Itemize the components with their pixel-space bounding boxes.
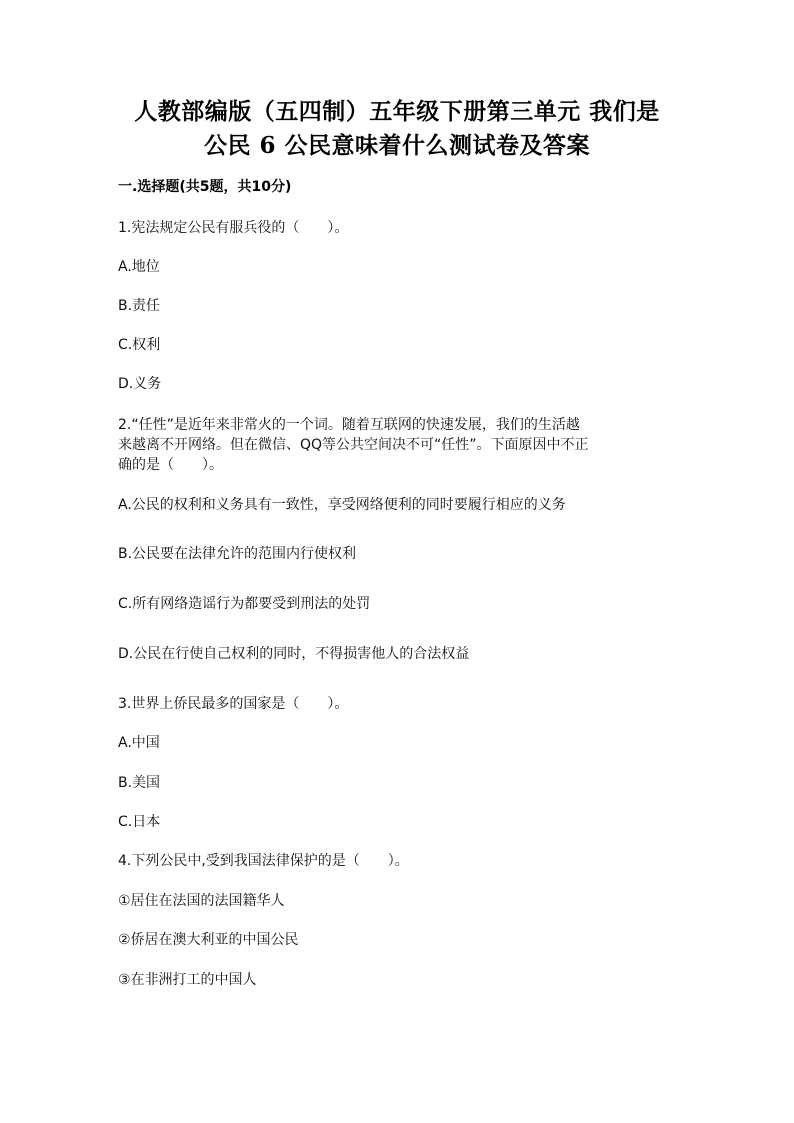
question-2-stem-line-2: 来越离不开网络。但在微信、QQ等公共空间决不可“任性”。下面原因中不正 xyxy=(118,437,589,453)
question-2-stem-line-1: 2.“任性”是近年来非常火的一个词。随着互联网的快速发展，我们的生活越 xyxy=(118,417,580,433)
question-3-option-b: B.美国 xyxy=(118,775,161,791)
question-4-item-2: ②侨居在澳大利亚的中国公民 xyxy=(118,932,299,948)
question-1-option-b: B.责任 xyxy=(118,298,161,314)
question-1-option-d: D.义务 xyxy=(118,376,162,392)
question-1-option-c: C.权利 xyxy=(118,337,161,353)
question-3-stem: 3.世界上侨民最多的国家是（ ）。 xyxy=(118,696,349,712)
question-2-stem-line-3: 确的是（ ）。 xyxy=(118,457,223,473)
question-4-item-1: ①居住在法国的法国籍华人 xyxy=(118,893,285,909)
question-2-option-a: A.公民的权利和义务具有一致性，享受网络便利的同时要履行相应的义务 xyxy=(118,497,566,513)
question-2-stem xyxy=(118,415,678,475)
question-3-option-c: C.日本 xyxy=(118,814,161,830)
question-2-option-c: C.所有网络造谣行为都要受到刑法的处罚 xyxy=(118,596,371,612)
question-2-option-b: B.公民要在法律允许的范围内行使权利 xyxy=(118,546,357,562)
document-title-line-1: 人教部编版（五四制）五年级下册第三单元 我们是 xyxy=(134,98,660,125)
section-heading-choice: 一.选择题(共5题，共10分) xyxy=(118,179,292,195)
document-title-line-2: 公民 6 公民意味着什么测试卷及答案 xyxy=(203,132,591,159)
question-1-option-a: A.地位 xyxy=(118,259,160,275)
question-1-stem: 1.宪法规定公民有服兵役的（ ）。 xyxy=(118,220,349,236)
question-3-option-a: A.中国 xyxy=(118,735,160,751)
question-2-option-d: D.公民在行使自己权利的同时，不得损害他人的合法权益 xyxy=(118,646,470,662)
question-4-stem: 4.下列公民中,受到我国法律保护的是（ ）。 xyxy=(118,853,409,869)
question-4-item-3: ③在非洲打工的中国人 xyxy=(118,972,257,988)
